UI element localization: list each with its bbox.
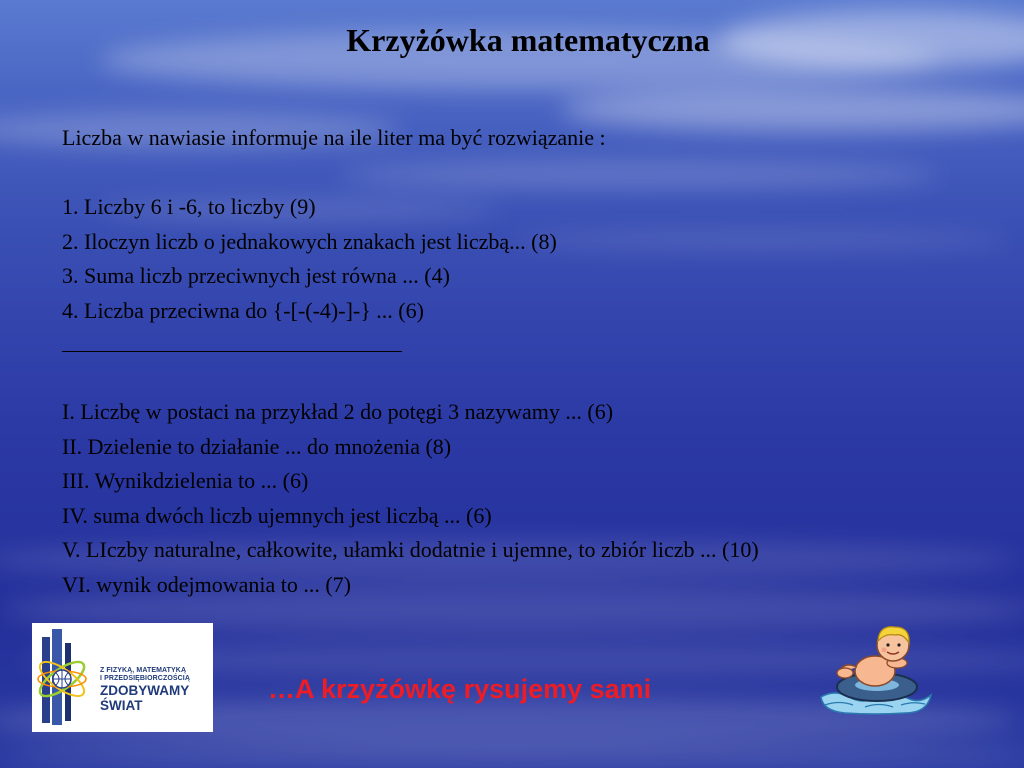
logo-text: Z FIZYKĄ, MATEMATYKĄ I PRZEDSIĘBIORCZOŚCIĄ ZDOBYWAMY ŚWIAT [100,667,190,713]
clue-item: VI. wynik odejmowania to ... (7) [62,571,351,597]
intro-text: Liczba w nawiasie informuje na ile liter ma być rozwiązanie : [62,125,606,150]
separator-line [62,351,402,352]
clue-item: IV. suma dwóch liczb ujemnych jest liczbą ... (6) [62,502,492,528]
clue-item: II. Dzielenie to działanie ... do mnożenia (8) [62,433,452,459]
vertical-clues-list [62,395,759,602]
clue-item: 2. Iloczyn liczb o jednakowych znakach jest liczbą... (8) [62,228,557,254]
footer-caption: …A krzyżówkę rysujemy sami [268,674,652,704]
project-logo [32,623,213,732]
clue-item: I. Liczbę w postaci na przykład 2 do potęgi 3 nazywamy ... (6) [62,399,614,424]
atom-globe-logo-icon [32,623,102,732]
slide-title: Krzyżówka matematyczna [346,22,710,58]
clue-item: V. LIczby naturalne, całkowite, ułamki dodatnie i ujemne, to zbiór liczb ... (10) [62,537,759,562]
clue-item: 4. Liczba przeciwna do {-[-(-4)-]-} ... (6) [62,297,424,323]
clue-item: 1. Liczby 6 i -6, to liczby (9) [62,194,316,219]
child-on-swim-ring-icon [815,615,935,720]
horizontal-clues-list [62,190,557,328]
clue-item: 3. Suma liczb przeciwnych jest równa ... (4) [62,263,450,288]
clue-item: III. Wynikdzielenia to ... (6) [62,468,309,493]
